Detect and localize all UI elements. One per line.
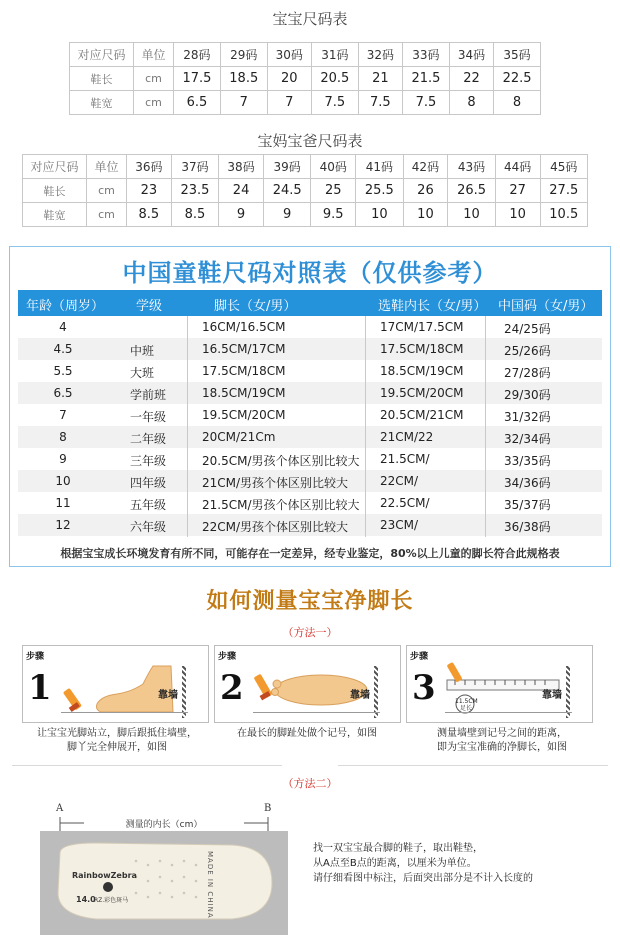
- size-value-cell: 21.5: [403, 67, 450, 91]
- grade-cell: 中班: [130, 344, 155, 358]
- age-cell: 11: [55, 496, 71, 510]
- china-size-cell: 32/34码: [504, 432, 551, 446]
- table-row: [18, 448, 602, 470]
- parent-table-title: 宝妈宝爸尺码表: [257, 132, 363, 150]
- foot-length-cell: 21.5CM/男孩个体区别比较大: [202, 498, 360, 512]
- step-label: 步骤: [218, 652, 237, 662]
- grade-cell: 一年级: [130, 410, 167, 424]
- step-3-caption: 测量墙壁到记号之间的距离， 即为宝宝准确的净脚长，如图: [437, 728, 567, 753]
- header-age: 年龄（周岁）: [26, 299, 105, 314]
- size-value-cell: 10: [448, 203, 495, 227]
- wall-icon: [182, 666, 186, 718]
- size-value-cell: 23: [127, 179, 172, 203]
- china-size-cell: 33/35码: [504, 454, 551, 468]
- size-value-cell: 10: [495, 203, 540, 227]
- inner-length-cell: 22.5CM/: [380, 496, 430, 510]
- size-header-cell: 34码: [449, 43, 493, 67]
- foot-length-cell: 22CM/男孩个体区别比较大: [202, 520, 349, 534]
- row-unit: cm: [134, 91, 174, 115]
- foot-length-cell: 17.5CM/18CM: [202, 364, 286, 378]
- size-value-cell: 22: [449, 67, 493, 91]
- wall-label: 靠墙: [158, 690, 178, 701]
- inner-length-cell: 18.5CM/19CM: [380, 364, 464, 378]
- size-value-cell: 6.5: [174, 91, 221, 115]
- age-cell: 12: [55, 518, 71, 532]
- row-label: 鞋宽: [23, 203, 87, 227]
- table-row: [18, 338, 602, 360]
- table-row: [23, 203, 588, 227]
- size-header-cell: 39码: [263, 155, 310, 179]
- header-label: 对应尺码: [70, 43, 134, 67]
- size-header-cell: 35码: [494, 43, 541, 67]
- measure-title: 如何测量宝宝净脚长: [206, 589, 414, 614]
- size-value-cell: 10.5: [540, 203, 587, 227]
- inner-length-cell: 21CM/22: [380, 430, 434, 444]
- size-header-cell: 40码: [311, 155, 356, 179]
- header-foot-length: 脚长（女/男）: [214, 299, 297, 314]
- inner-length-cell: 19.5CM/20CM: [380, 386, 464, 400]
- table-row: [18, 514, 602, 536]
- step-label: 步骤: [26, 652, 45, 662]
- insole-figure: [36, 803, 290, 936]
- size-value-cell: 27.5: [540, 179, 587, 203]
- header-china-size: 中国码（女/男）: [498, 299, 594, 314]
- grade-cell: 三年级: [130, 454, 167, 468]
- size-header-cell: 45码: [540, 155, 587, 179]
- step-2-panel: [214, 645, 401, 723]
- row-unit: cm: [87, 203, 127, 227]
- foot-length-cell: 20.5CM/男孩个体区别比较大: [202, 454, 360, 468]
- size-value-cell: 7.5: [403, 91, 450, 115]
- table-header-row: [70, 43, 541, 67]
- size-header-cell: 44码: [495, 155, 540, 179]
- size-header-cell: 36码: [127, 155, 172, 179]
- divider-right: [338, 765, 608, 766]
- step-number: 1: [28, 668, 52, 708]
- inner-length-label: 测量的内长（cm）: [84, 817, 244, 830]
- size-value-cell: 23.5: [171, 179, 218, 203]
- size-value-cell: 9.5: [311, 203, 356, 227]
- size-value-cell: 22.5: [494, 67, 541, 91]
- size-value-cell: 20.5: [311, 67, 358, 91]
- china-size-cell: 35/37码: [504, 498, 551, 512]
- age-cell: 9: [59, 452, 67, 466]
- table-row: [18, 404, 602, 426]
- table-row: [70, 91, 541, 115]
- size-value-cell: 24.5: [263, 179, 310, 203]
- size-header-cell: 41码: [356, 155, 403, 179]
- brand-name: RainbowZebra: [72, 871, 137, 880]
- size-header-cell: 32码: [358, 43, 402, 67]
- size-value-cell: 21: [358, 67, 402, 91]
- size-value-cell: 18.5: [220, 67, 267, 91]
- row-unit: cm: [87, 179, 127, 203]
- size-value-cell: 7: [267, 91, 311, 115]
- insole-description: 找一双宝宝最合脚的鞋子，取出鞋垫， 从A点至B点的距离，以厘米为单位。 请仔细看图中标注，后面突出部分是不计入长度的: [313, 843, 533, 884]
- ground-line: [253, 712, 380, 713]
- baby-size-table: [69, 42, 541, 115]
- grade-cell: 四年级: [130, 476, 167, 490]
- size-header-cell: 38码: [219, 155, 264, 179]
- table-header-row: [23, 155, 588, 179]
- kids-chart-header: [18, 290, 602, 316]
- age-cell: 4: [59, 320, 67, 334]
- size-value-cell: 7: [220, 91, 267, 115]
- row-label: 鞋宽: [70, 91, 134, 115]
- china-size-cell: 34/36码: [504, 476, 551, 490]
- size-value-cell: 9: [219, 203, 264, 227]
- size-header-cell: 43码: [448, 155, 495, 179]
- table-row: [18, 426, 602, 448]
- age-cell: 7: [59, 408, 67, 422]
- foot-length-cell: 16.5CM/17CM: [202, 342, 286, 356]
- kids-chart-note: 根据宝宝成长环境发育有所不同，可能存在一定差异，经专业鉴定，80%以上儿童的脚长符合此规格表: [60, 547, 560, 560]
- inner-length-cell: 20.5CM/21CM: [380, 408, 464, 422]
- age-cell: 6.5: [53, 386, 73, 400]
- step-number: 3: [412, 668, 436, 708]
- size-value-cell: 7.5: [358, 91, 402, 115]
- step-1-caption: 让宝宝光脚站立，脚后跟抵住墙壁， 脚丫完全伸展开，如图: [37, 728, 197, 753]
- size-value-cell: 25.5: [356, 179, 403, 203]
- table-row: [18, 470, 602, 492]
- wall-label: 靠墙: [542, 690, 562, 701]
- step-number: 2: [220, 668, 244, 708]
- size-header-cell: 42码: [403, 155, 448, 179]
- ground-line: [445, 712, 572, 713]
- ruler-badge: 11.5CM 足长: [455, 698, 478, 712]
- size-value-cell: 10: [356, 203, 403, 227]
- ground-line: [61, 712, 188, 713]
- size-value-cell: 27: [495, 179, 540, 203]
- row-unit: cm: [134, 67, 174, 91]
- size-value-cell: 25: [311, 179, 356, 203]
- china-size-cell: 36/38码: [504, 520, 551, 534]
- header-unit: 单位: [134, 43, 174, 67]
- table-row: [18, 316, 602, 338]
- divider-left: [12, 765, 282, 766]
- kids-chart-title: 中国童鞋尺码对照表（仅供参考）: [122, 259, 498, 287]
- wall-icon: [566, 666, 570, 718]
- parent-size-table: [22, 154, 588, 227]
- grade-cell: 五年级: [130, 498, 167, 512]
- size-header-cell: 29码: [220, 43, 267, 67]
- step-2-caption: 在最长的脚趾处做个记号，如图: [237, 728, 377, 739]
- size-value-cell: 8: [449, 91, 493, 115]
- size-header-cell: 28码: [174, 43, 221, 67]
- foot-length-cell: 19.5CM/20CM: [202, 408, 286, 422]
- point-b-label: B: [264, 803, 272, 814]
- size-value-cell: 8: [494, 91, 541, 115]
- grade-cell: 二年级: [130, 432, 167, 446]
- made-in-label: MADE IN CHINA: [206, 851, 214, 919]
- size-value-cell: 8.5: [127, 203, 172, 227]
- step-label: 步骤: [410, 652, 429, 662]
- header-inner-length: 选鞋内长（女/男）: [378, 299, 487, 314]
- age-cell: 8: [59, 430, 67, 444]
- inner-length-cell: 23CM/: [380, 518, 419, 532]
- size-header-cell: 33码: [403, 43, 450, 67]
- foot-length-cell: 18.5CM/19CM: [202, 386, 286, 400]
- age-cell: 5.5: [53, 364, 73, 378]
- table-row: [23, 179, 588, 203]
- china-size-cell: 27/28码: [504, 366, 551, 380]
- china-size-cell: 31/32码: [504, 410, 551, 424]
- point-a-label: A: [56, 803, 64, 814]
- inner-length-cell: 17CM/17.5CM: [380, 320, 464, 334]
- grade-cell: 六年级: [130, 520, 167, 534]
- row-label: 鞋长: [23, 179, 87, 203]
- brand-sub: RZ.彩色斑马: [94, 897, 129, 904]
- header-grade: 学级: [136, 299, 163, 314]
- step-3-panel: [406, 645, 593, 723]
- size-value-cell: 26.5: [448, 179, 495, 203]
- china-size-cell: 29/30码: [504, 388, 551, 402]
- size-header-cell: 37码: [171, 155, 218, 179]
- size-value-cell: 9: [263, 203, 310, 227]
- table-row: [70, 67, 541, 91]
- inner-length-cell: 22CM/: [380, 474, 419, 488]
- age-cell: 4.5: [53, 342, 73, 356]
- wall-label: 靠墙: [350, 690, 370, 701]
- age-cell: 10: [55, 474, 71, 488]
- inner-length-cell: 21.5CM/: [380, 452, 430, 466]
- size-header-cell: 30码: [267, 43, 311, 67]
- foot-length-cell: 21CM/男孩个体区别比较大: [202, 476, 349, 490]
- header-unit: 单位: [87, 155, 127, 179]
- china-size-cell: 24/25码: [504, 322, 551, 336]
- size-value-cell: 8.5: [171, 203, 218, 227]
- foot-length-cell: 20CM/21Cm: [202, 430, 276, 444]
- table-row: [18, 382, 602, 404]
- size-value-cell: 26: [403, 179, 448, 203]
- header-label: 对应尺码: [23, 155, 87, 179]
- table-row: [18, 492, 602, 514]
- table-row: [18, 360, 602, 382]
- size-value-cell: 10: [403, 203, 448, 227]
- inner-length-cell: 17.5CM/18CM: [380, 342, 464, 356]
- grade-cell: 学前班: [130, 388, 167, 402]
- brand-size: 14.0: [76, 895, 96, 904]
- row-label: 鞋长: [70, 67, 134, 91]
- wall-icon: [374, 666, 378, 718]
- size-header-cell: 31码: [311, 43, 358, 67]
- size-value-cell: 20: [267, 67, 311, 91]
- baby-table-title: 宝宝尺码表: [272, 10, 348, 28]
- method-one-label: （方法一）: [282, 626, 338, 639]
- kids-size-chart: [9, 246, 611, 567]
- size-value-cell: 17.5: [174, 67, 221, 91]
- method-two-label: （方法二）: [282, 777, 338, 790]
- china-size-cell: 25/26码: [504, 344, 551, 358]
- size-value-cell: 7.5: [311, 91, 358, 115]
- foot-length-cell: 16CM/16.5CM: [202, 320, 286, 334]
- size-value-cell: 24: [219, 179, 264, 203]
- grade-cell: 大班: [130, 366, 155, 380]
- step-1-panel: [22, 645, 209, 723]
